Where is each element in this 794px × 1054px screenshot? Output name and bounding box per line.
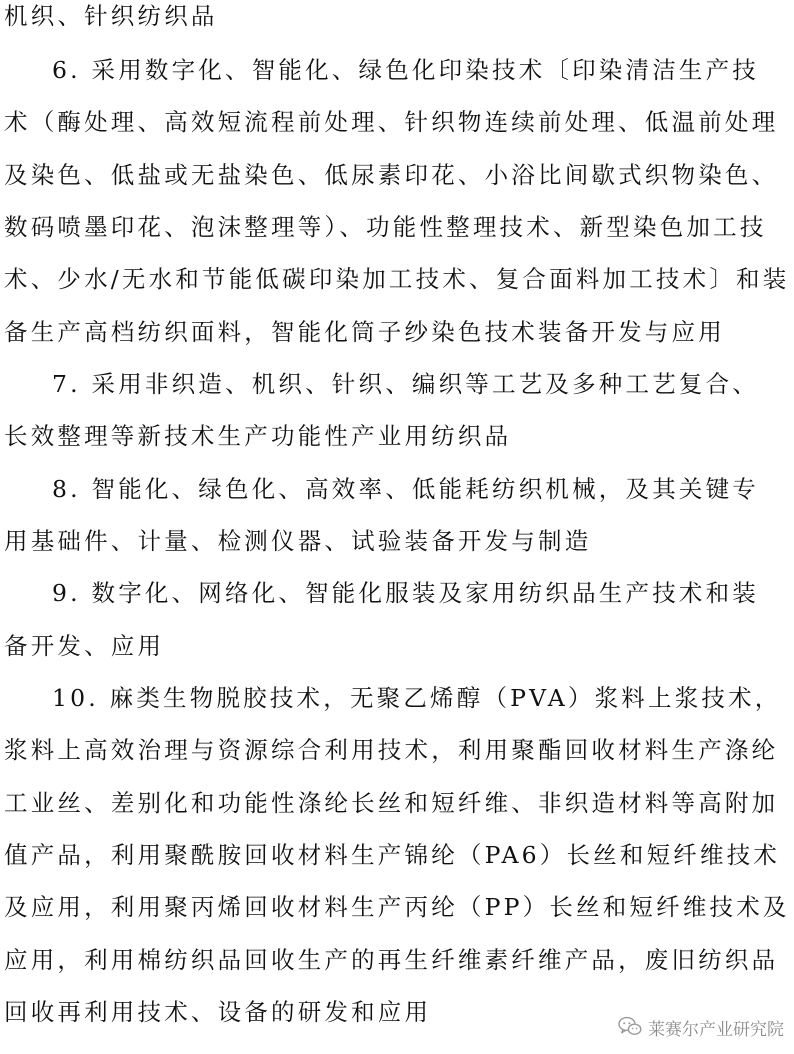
text-line-20: 回收再利用技术、设备的研发和应用 bbox=[4, 998, 432, 1026]
text-line-17: 值产品，利用聚酰胺回收材料生产锦纶（PA6）长丝和短纤维技术 bbox=[4, 841, 781, 869]
wechat-icon bbox=[618, 1016, 642, 1038]
text-line-14: 10. 麻类生物脱胶技术，无聚乙烯醇（PVA）浆料上浆技术， bbox=[52, 684, 782, 712]
text-line-10: 8. 智能化、绿色化、高效率、低能耗纺织机械，及其关键专 bbox=[52, 475, 759, 503]
source-watermark bbox=[618, 1012, 784, 1042]
text-line-3: 术（酶处理、高效短流程前处理、针织物连续前处理、低温前处理 bbox=[4, 108, 779, 136]
text-line-8: 7. 采用非织造、机织、针织、编织等工艺及多种工艺复合、 bbox=[52, 370, 759, 398]
text-line-6: 术、少水/无水和节能低碳印染加工技术、复合面料加工技术〕和装 bbox=[4, 265, 790, 293]
text-line-7: 备生产高档纺织面料，智能化筒子纱染色技术装备开发与应用 bbox=[4, 318, 725, 346]
text-line-19: 应用，利用棉纺织品回收生产的再生纤维素纤维产品，废旧纺织品 bbox=[4, 946, 779, 974]
text-line-16: 工业丝、差别化和功能性涤纶长丝和短纤维、非织造材料等高附加 bbox=[4, 789, 779, 817]
text-line-4: 及染色、低盐或无盐染色、低尿素印花、小浴比间歇式织物染色、 bbox=[4, 161, 779, 189]
text-line-15: 浆料上高效治理与资源综合利用技术，利用聚酯回收材料生产涤纶 bbox=[4, 736, 779, 764]
watermark-text: 莱赛尔产业研究院 bbox=[648, 1019, 784, 1040]
text-line-2: 6. 采用数字化、智能化、绿色化印染技术〔印染清洁生产技 bbox=[52, 56, 759, 84]
text-line-13: 备开发、应用 bbox=[4, 632, 165, 660]
text-line-1: 机织、针织纺织品 bbox=[4, 2, 218, 30]
text-line-9: 长效整理等新技术生产功能性产业用纺织品 bbox=[4, 422, 512, 450]
text-line-12: 9. 数字化、网络化、智能化服装及家用纺织品生产技术和装 bbox=[52, 579, 759, 607]
text-line-11: 用基础件、计量、检测仪器、试验装备开发与制造 bbox=[4, 527, 592, 555]
text-line-18: 及应用，利用聚丙烯回收材料生产丙纶（PP）长丝和短纤维技术及 bbox=[4, 893, 790, 921]
text-line-5: 数码喷墨印花、泡沫整理等）、功能性整理技术、新型染色加工技 bbox=[4, 213, 767, 241]
